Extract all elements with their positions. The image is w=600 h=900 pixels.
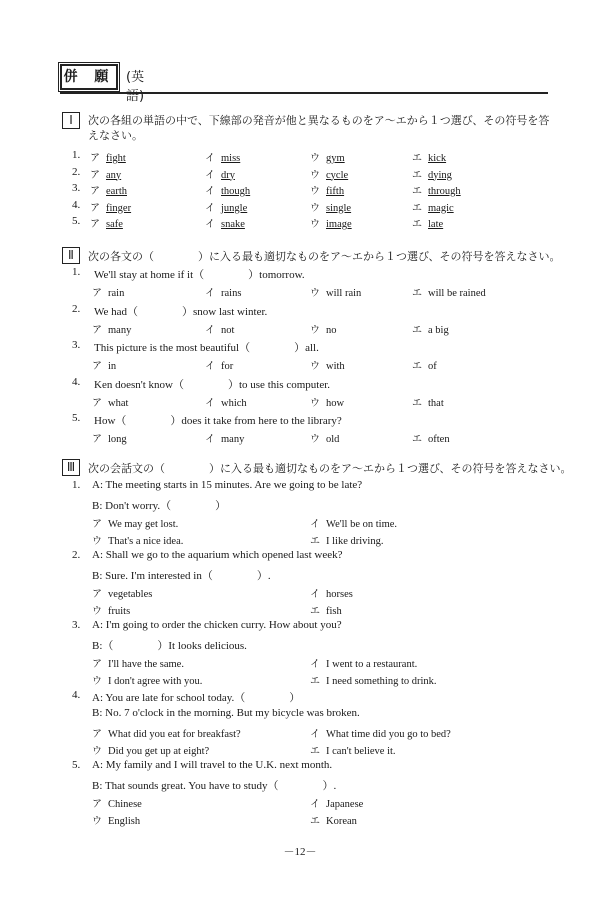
section-1-instruction-cont: えなさい。 [88,129,143,142]
option-text: any [106,169,122,181]
option-letter: イ [205,361,215,372]
option-text: many [221,434,245,445]
option-text: cycle [326,169,349,181]
option-letter: エ [310,746,320,757]
answer-option [310,515,397,530]
answer-option [205,166,235,181]
option-text: I can't believe it. [326,746,396,757]
option-letter: ウ [92,536,102,547]
item-number: 1. [72,479,81,491]
option-letter: ア [92,589,102,600]
item-number: 4. [72,689,81,701]
answer-option [412,284,486,299]
option-letter: ウ [310,186,320,197]
dialogue-line-a: A: I'm going to order the chicken curry. How about you? [92,619,342,631]
section-2-instruction: 次の各文の（ ）に入る最も適切なものをア～エから１つ選び、その符号を答えなさい。 [88,250,561,263]
item-number: 3. [72,619,81,631]
answer-option [310,655,417,670]
option-text: I went to a restaurant. [326,659,418,670]
option-text: will be rained [428,288,486,299]
option-text: will rain [326,288,362,299]
option-letter: イ [205,288,215,299]
option-text: What time did you go to bed? [326,729,451,740]
answer-option [90,182,127,197]
option-text: We may get lost. [108,519,179,530]
option-text: fish [326,606,342,617]
header-rule [60,92,548,94]
answer-option [90,215,123,230]
option-text: Japanese [326,799,364,810]
answer-option [205,215,245,230]
option-text: We'll be on time. [326,519,398,530]
answer-option [90,149,126,164]
option-letter: エ [310,606,320,617]
dialogue-line-b: B:（ ）It looks delicious. [92,640,247,652]
option-text: vegetables [108,589,153,600]
option-letter: ウ [92,816,102,827]
header-title: 併 願 [60,64,118,90]
option-letter: ア [92,397,102,409]
section-1-instruction: 次の各組の単語の中で、下線部の発音が他と異なるものをア～エから１つ選び、その符号を答 [88,114,550,127]
answer-option [92,672,202,687]
option-letter: イ [205,219,215,230]
section-1-number: Ⅰ [62,112,80,129]
option-text: English [108,816,141,827]
option-letter: ウ [310,288,320,299]
option-letter: イ [310,519,320,530]
option-letter: エ [412,202,422,214]
answer-option [310,430,339,445]
option-letter: イ [205,202,215,214]
item-number: 5. [72,759,81,771]
option-letter: エ [412,324,422,336]
answer-option [310,284,361,299]
item-number: 4. [72,198,81,211]
option-text: dying [428,169,452,181]
option-letter: エ [412,397,422,409]
item-number: 3. [72,182,81,194]
option-text: in [108,361,117,372]
option-text: with [326,361,345,372]
option-text: magic [428,202,454,214]
option-letter: イ [205,153,215,164]
option-text: what [108,397,129,409]
option-letter: エ [310,536,320,547]
answer-option [90,166,121,181]
answer-option [310,602,342,617]
option-text: I don't agree with you. [108,676,203,687]
question-sentence: We had（ ）snow last winter. [94,305,268,318]
option-letter: ウ [310,397,320,409]
option-text: I need something to drink. [326,676,437,687]
option-letter: イ [310,589,320,600]
option-text: old [326,434,340,445]
option-text: I like driving. [326,536,384,547]
option-letter: エ [412,169,422,181]
option-text: that [428,397,444,409]
option-letter: エ [412,219,422,230]
option-letter: ア [92,729,102,740]
answer-option [92,430,127,445]
item-number: 5. [72,412,81,424]
dialogue-line-b: B: That sounds great. You have to study（ ）. [92,780,337,792]
option-text: many [108,324,132,336]
answer-option [205,284,241,299]
option-text: That's a nice idea. [108,536,184,547]
option-text: finger [106,202,132,214]
option-text: a big [428,324,449,336]
option-text: long [108,434,127,445]
option-letter: エ [412,186,422,197]
answer-option [92,357,116,372]
answer-option [310,672,437,687]
answer-option [412,321,449,336]
option-letter: エ [310,816,320,827]
option-text: What did you eat for breakfast? [108,729,241,740]
option-letter: エ [412,434,422,445]
answer-option [310,532,383,547]
question-sentence: This picture is the most beautiful（ ）all. [94,342,319,354]
option-letter: ア [92,324,102,336]
option-text: image [326,219,352,230]
option-text: through [428,186,461,197]
dialogue-line-a: A: My family and I will travel to the U.K. next month. [92,759,333,771]
option-letter: ア [90,219,100,230]
option-text: Chinese [108,799,142,810]
item-number: 5. [72,215,81,227]
option-text: dry [221,169,235,181]
option-text: kick [428,153,447,164]
option-letter: ア [92,288,102,299]
item-number: 2. [72,165,81,178]
answer-option [310,149,345,164]
answer-option [92,515,178,530]
answer-option [310,166,348,181]
item-number: 2. [72,302,81,315]
answer-option [205,182,250,197]
option-letter: ア [90,153,100,164]
option-letter: イ [310,799,320,810]
option-letter: ウ [310,202,320,214]
answer-option [205,321,234,336]
answer-option [205,199,247,214]
answer-option [310,812,357,827]
answer-option [310,394,344,409]
option-text: no [326,324,337,336]
option-text: safe [106,219,123,230]
option-letter: エ [310,676,320,687]
dialogue-line-a: A: Shall we go to the aquarium which opened last week? [92,549,343,561]
answer-option [310,199,351,214]
question-sentence: We'll stay at home if it（ ）tomorrow. [94,269,305,281]
answer-option [412,182,461,197]
answer-option [92,321,131,336]
answer-option [310,742,396,757]
option-letter: ア [90,202,100,214]
option-text: not [221,324,235,336]
option-letter: イ [205,186,215,197]
dialogue-line-b: B: Don't worry.（ ） [92,500,227,512]
option-letter: ウ [92,746,102,757]
answer-option [205,357,233,372]
answer-option [412,394,444,409]
option-letter: イ [310,659,320,670]
option-text: Korean [326,816,357,827]
answer-option [412,430,450,445]
option-letter: ア [90,169,100,181]
option-letter: エ [412,361,422,372]
question-sentence: How（ ）does it take from here to the library? [94,415,342,427]
answer-option [310,215,352,230]
option-letter: ウ [310,361,320,372]
answer-option [310,795,363,810]
answer-option [92,795,142,810]
option-text: jungle [221,202,248,214]
dialogue-line-b: B: No. 7 o'clock in the morning. But my bicycle was broken. [92,707,360,719]
answer-option [90,199,131,214]
answer-option [92,725,241,740]
answer-option [92,742,209,757]
option-letter: エ [412,288,422,299]
option-text: often [428,434,450,445]
section-3-instruction: 次の会話文の（ ）に入る最も適切なものをア～エから１つ選び、その符号を答えなさい。 [88,462,572,475]
option-letter: ウ [92,676,102,687]
option-letter: イ [310,729,320,740]
option-letter: イ [205,169,215,181]
answer-option [412,166,452,181]
option-text: how [326,397,345,409]
option-letter: ウ [310,153,320,164]
option-letter: イ [205,434,215,445]
header-subtitle: (英 語) [126,70,158,104]
option-letter: ウ [92,606,102,617]
item-number: 3. [72,339,81,351]
answer-option [92,602,130,617]
answer-option [92,585,152,600]
item-number: 2. [72,549,81,561]
option-text: earth [106,186,127,197]
option-text: miss [221,153,241,164]
option-letter: ア [92,799,102,810]
option-letter: イ [205,324,215,336]
option-text: fight [106,153,126,164]
option-text: single [326,202,352,214]
dialogue-line-b: B: Sure. I'm interested in（ ）. [92,570,271,582]
option-letter: エ [412,153,422,164]
section-2-number: Ⅱ [62,247,80,264]
answer-option [92,532,183,547]
answer-option [92,284,124,299]
answer-option [412,215,443,230]
option-text: rain [108,288,125,299]
option-letter: ウ [310,324,320,336]
option-letter: ア [92,434,102,445]
item-number: 4. [72,375,81,388]
option-letter: イ [205,397,215,409]
answer-option [310,182,344,197]
option-text: rains [221,288,242,299]
answer-option [412,199,454,214]
answer-option [205,430,244,445]
answer-option [310,725,451,740]
option-letter: ウ [310,219,320,230]
item-number: 1. [72,149,81,161]
answer-option [310,357,345,372]
option-text: of [428,361,437,372]
option-text: snake [221,219,245,230]
answer-option [205,394,247,409]
option-text: gym [326,153,345,164]
option-text: fruits [108,606,131,617]
option-letter: ア [90,186,100,197]
answer-option [310,585,353,600]
answer-option [412,149,446,164]
dialogue-line-a: A: You are late for school today.（ ） [92,692,301,704]
answer-option [92,655,184,670]
page-number: －12－ [283,846,317,858]
answer-option [205,149,240,164]
option-text: I'll have the same. [108,659,184,670]
option-text: horses [326,589,353,600]
question-sentence: Ken doesn't know（ ）to use this computer. [94,378,331,391]
option-text: for [221,361,234,372]
option-text: though [221,186,251,197]
option-letter: ウ [310,169,320,181]
option-text: late [428,219,444,230]
option-text: Did you get up at eight? [108,746,210,757]
answer-option [310,321,337,336]
answer-option [412,357,437,372]
answer-option [92,394,128,409]
option-letter: ウ [310,434,320,445]
option-letter: ア [92,361,102,372]
dialogue-line-a: A: The meeting starts in 15 minutes. Are we going to be late? [92,479,363,491]
answer-option [92,812,140,827]
option-text: which [221,397,247,409]
section-3-number: Ⅲ [62,459,80,476]
option-letter: ア [92,519,102,530]
item-number: 1. [72,266,81,278]
option-text: fifth [326,186,345,197]
option-letter: ア [92,659,102,670]
